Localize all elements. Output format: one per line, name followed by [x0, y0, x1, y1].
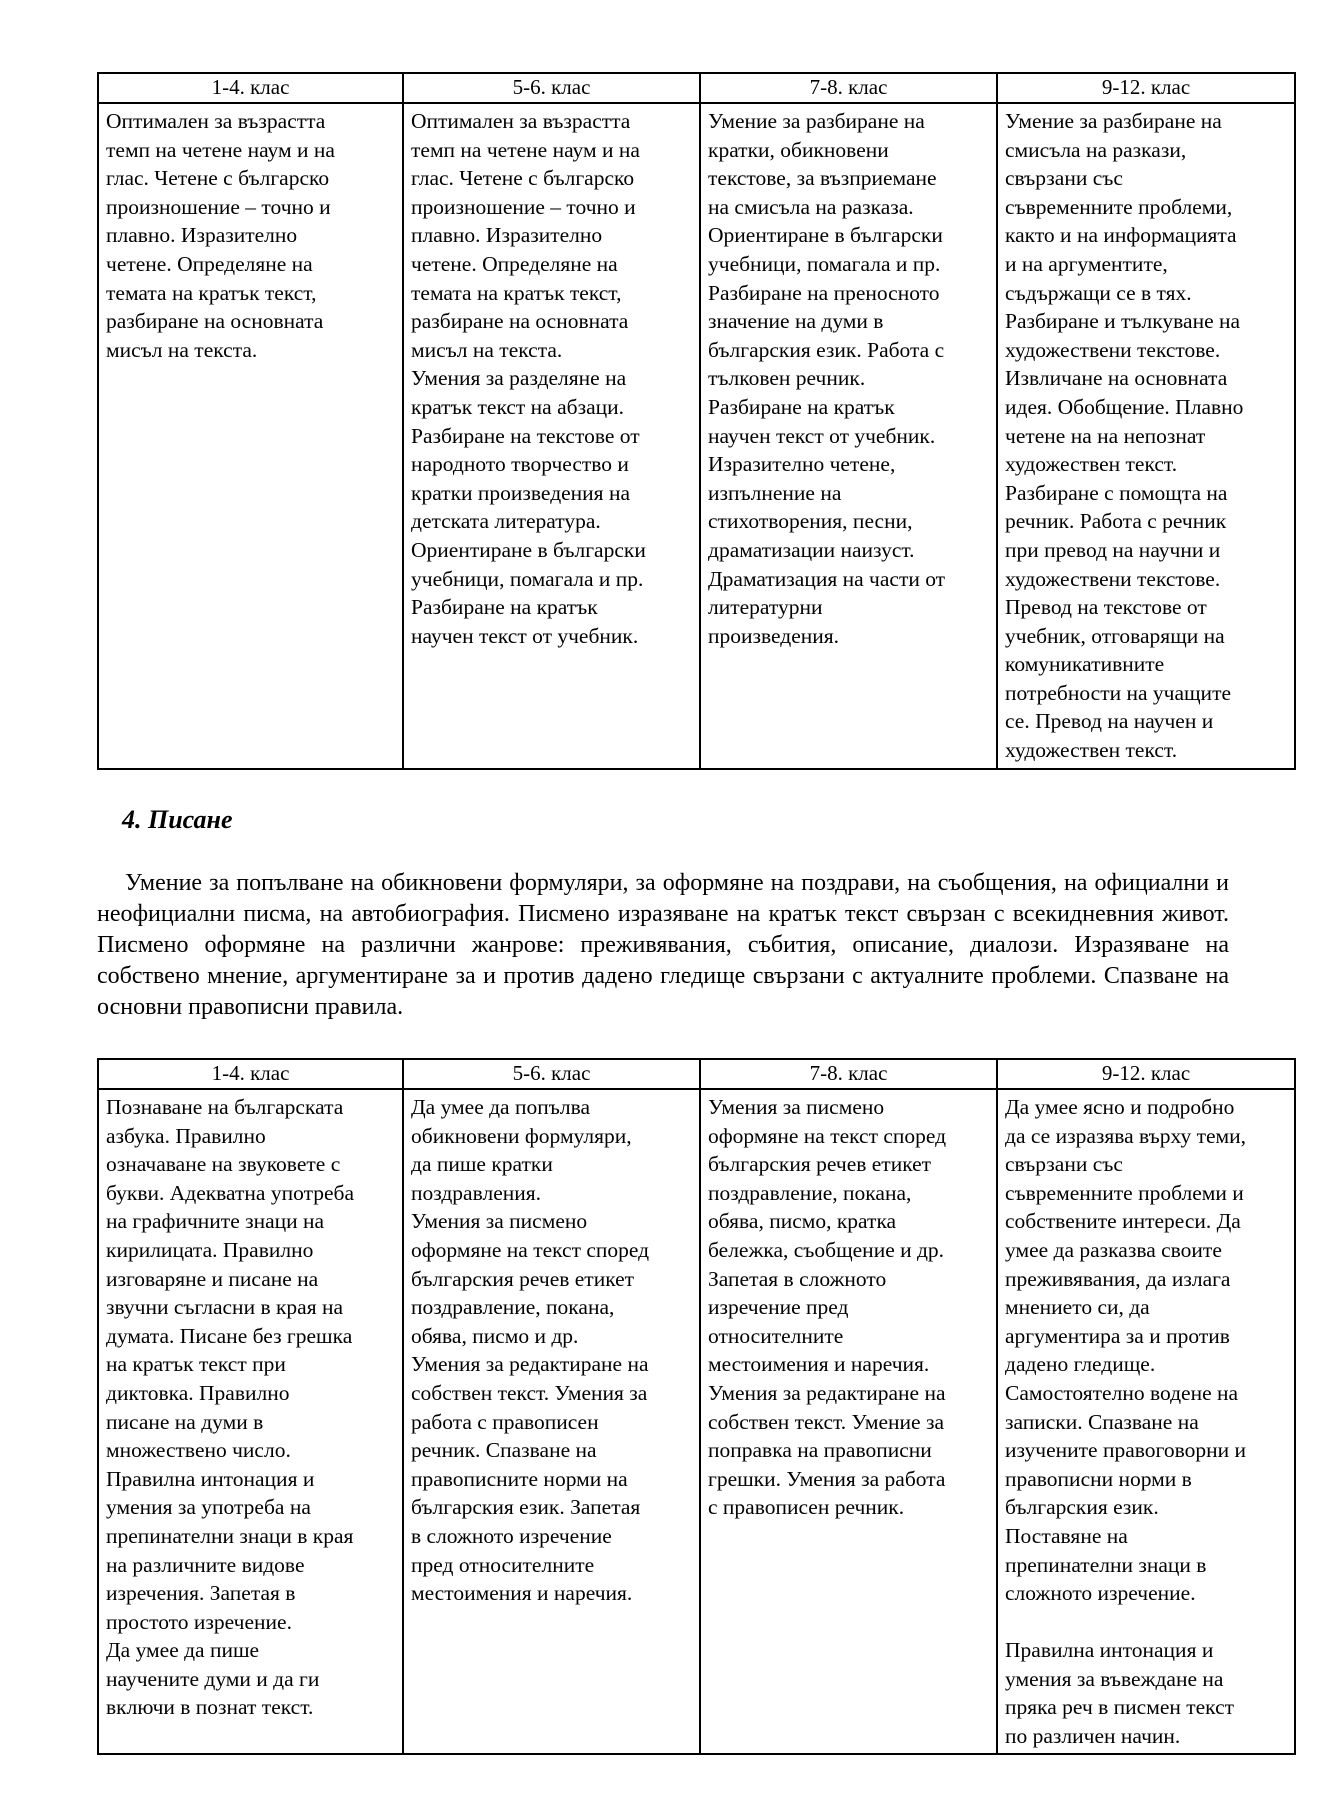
cell-text: Да умее ясно и подробно да се изразява върху теми, свързани със съвременните проблеми и собствените интереси. Да умее да разказва своите преживявания, да излага мнението си, да аргументира за и против дадено гледище. Самостоятелно водене на записки. Спазване на изучените правоговорни и правописни норми в българския език. Поставяне на препинателни знаци в сложното изречение. Правилна интонация и умения за въвеждане на пряка реч в писмен текст по различен начин.: [1005, 1095, 1247, 1749]
cell-text: Оптимален за възрастта темп на четене наум и на глас. Четене с българско произношение – точно и плавно. Изразително четене. Определяне на темата на кратък текст, разбиране на основната мисъл на текста. Умения за разделяне на кратък текст на абзаци. Разбиране на текстове от народното творчество и кратки произведения на детската литература. Ориентиране в български учебници, помагала и пр. Разбиране на кратък научен текст от учебник.: [411, 109, 646, 648]
cell-text: Познаване на българската азбука. Правилно означаване на звуковете с букви. Адекватна употреба на графичните знаци на кирилицата. Правилно изговаряне и писане на звучни съгласни в края на думата. Писане без грешка на кратък текст при диктовка. Правилно писане на думи в множествено число. Правилна интонация и умения за употреба на препинателни знаци в края на различните видове изречения. Запетая в простото изречение. Да умее да пише научените думи и да ги включи в познат текст.: [106, 1095, 355, 1720]
column-header-grade-1-4: 1-4. клас: [98, 73, 403, 103]
writing-cell-grade-9-12: [997, 1089, 1295, 1754]
writing-cell-grade-7-8: [700, 1089, 997, 1754]
cell-text: Да умее да попълва обикновени формуляри, да пише кратки поздравления. Умения за писмено оформяне на текст според българския речев етикет поздравление, покана, обява, писмо и др. Умения за редактиране на собствен текст. Умения за работа с правописен речник. Спазване на правописните норми на българския език. Запетая в сложното изречение пред относителните местоимения и наречия.: [411, 1095, 650, 1606]
column-header-grade-7-8: 7-8. клас: [700, 1059, 997, 1089]
section-paragraph-writing: Умение за попълване на обикновени формуляри, за оформяне на поздрави, на съобщения, на официални и неофициални писма, на автобиография. Писмено изразяване на кратък текст свързан с всекидневния живот. Писмено оформяне на различни жанрове: преживявания, събития, описание, диалози. Изразяване на собствено мнение, аргументиране за и против дадено гледище свързани с актуалните проблеми. Спазване на основни правописни правила.: [97, 870, 1229, 1020]
column-header-grade-9-12: 9-12. клас: [997, 1059, 1295, 1089]
column-header-grade-5-6: 5-6. клас: [403, 73, 700, 103]
cell-text: Умение за разбиране на смисъла на разкази, свързани със съвременните проблеми, както и на информацията и на аргументите, съдържащи се в тях. Разбиране и тълкуване на художествени текстове. Извличане на основната идея. Обобщение. Плавно четене на на непознат художествен текст. Разбиране с помощта на речник. Работа с речник при превод на научни и художествени текстове. Превод на текстове от учебник, отговарящи на комуникативните потребности на учащите се. Превод на научен и художествен текст.: [1005, 109, 1244, 763]
reading-cell-grade-5-6: [403, 103, 700, 769]
column-header-grade-5-6: 5-6. клас: [403, 1059, 700, 1089]
reading-cell-grade-9-12: [997, 103, 1295, 769]
reading-cell-grade-7-8: [700, 103, 997, 769]
table-row: [98, 1089, 1295, 1754]
cell-text: Умения за писмено оформяне на текст според българския речев етикет поздравление, покана, обява, писмо, кратка бележка, съобщение и др. Запетая в сложното изречение пред относителните местоимения и наречия. Умения за редактиране на собствен текст. Умение за поправка на правописни грешки. Умения за работа с правописен речник.: [708, 1095, 947, 1520]
cell-text: Умение за разбиране на кратки, обикновени текстове, за възприемане на смисъла на разказа. Ориентиране в български учебници, помагала и пр. Разбиране на преносното значение на думи в българския език. Работа с тълковен речник. Разбиране на кратък научен текст от учебник. Изразително четене, изпълнение на стихотворения, песни, драматизации наизуст. Драматизация на части от литературни произведения.: [708, 109, 946, 648]
column-header-grade-1-4: 1-4. клас: [98, 1059, 403, 1089]
table-header-row: [98, 73, 1295, 103]
section-heading-writing: 4. Писане: [122, 805, 233, 834]
column-header-grade-7-8: 7-8. клас: [700, 73, 997, 103]
writing-cell-grade-5-6: [403, 1089, 700, 1754]
column-header-grade-9-12: 9-12. клас: [997, 73, 1295, 103]
cell-text: Оптимален за възрастта темп на четене наум и на глас. Четене с българско произношение – точно и плавно. Изразително четене. Определяне на темата на кратък текст, разбиране на основната мисъл на текста.: [106, 109, 335, 362]
table-header-row: [98, 1059, 1295, 1089]
writing-skills-table: [97, 1058, 1296, 1755]
table-row: [98, 103, 1295, 769]
reading-cell-grade-1-4: [98, 103, 403, 769]
writing-cell-grade-1-4: [98, 1089, 403, 1754]
reading-skills-table: [97, 72, 1296, 770]
